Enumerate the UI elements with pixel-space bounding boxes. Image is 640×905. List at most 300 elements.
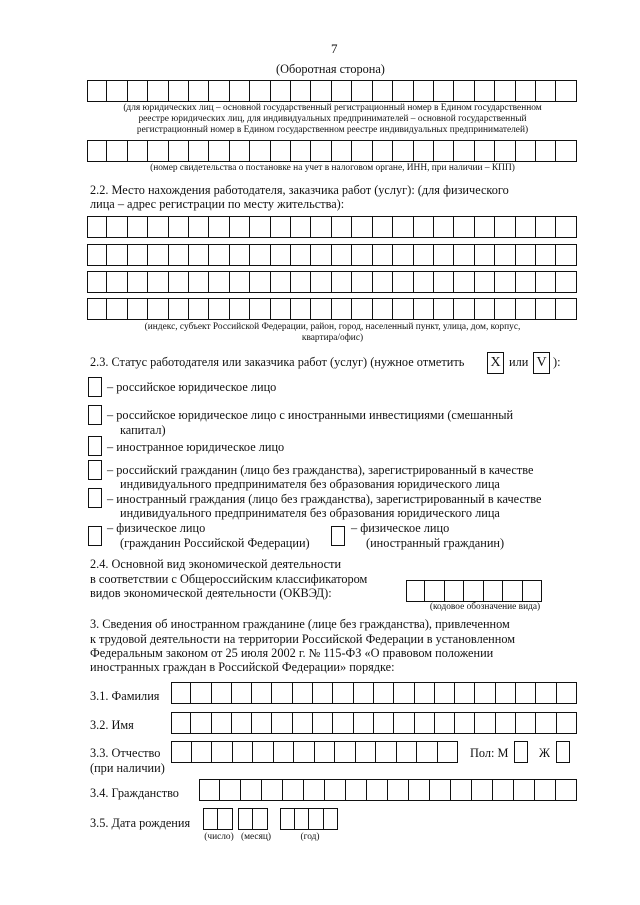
- checkbox-individual-russian[interactable]: [88, 526, 102, 546]
- input-cell[interactable]: [514, 779, 535, 801]
- input-cell[interactable]: [475, 298, 495, 320]
- input-cell[interactable]: [189, 244, 209, 266]
- checkbox-russian-entrepreneur[interactable]: [88, 460, 102, 480]
- input-cell[interactable]: [291, 80, 311, 102]
- input-cell[interactable]: [107, 244, 127, 266]
- input-cell[interactable]: [218, 808, 233, 830]
- input-cell[interactable]: [475, 712, 495, 734]
- input-cell[interactable]: [352, 140, 372, 162]
- input-cell[interactable]: [393, 244, 413, 266]
- input-cell[interactable]: [438, 741, 459, 763]
- input-cell[interactable]: [484, 580, 503, 602]
- input-cell[interactable]: [536, 682, 556, 704]
- section-2-2-line-1: 2.2. Место нахождения работодателя, заказчика работ (услуг): (для физического: [90, 183, 509, 197]
- input-cell[interactable]: [388, 779, 409, 801]
- input-cell[interactable]: [311, 271, 331, 293]
- input-cell[interactable]: [128, 140, 148, 162]
- input-cell[interactable]: [189, 140, 209, 162]
- address-cells-row-2[interactable]: [87, 244, 577, 266]
- input-cell[interactable]: [557, 712, 577, 734]
- inn-cells[interactable]: [87, 140, 577, 162]
- input-cell[interactable]: [295, 808, 310, 830]
- section-2-2-line-2: лица – адрес регистрации по месту жительства):: [90, 197, 345, 211]
- input-cell[interactable]: [414, 244, 434, 266]
- input-cell[interactable]: [128, 298, 148, 320]
- input-cell[interactable]: [189, 271, 209, 293]
- input-cell[interactable]: [271, 271, 291, 293]
- input-cell[interactable]: [556, 216, 576, 238]
- section-3-line-3: Федеральным законом от 25 июля 2002 г. № 115-ФЗ «О правовом положении: [90, 646, 494, 660]
- input-cell[interactable]: [451, 779, 472, 801]
- input-cell[interactable]: [274, 741, 295, 763]
- input-cell[interactable]: [556, 140, 576, 162]
- input-cell[interactable]: [238, 808, 253, 830]
- input-cell[interactable]: [230, 140, 250, 162]
- input-cell[interactable]: [434, 140, 454, 162]
- input-cell[interactable]: [209, 244, 229, 266]
- input-cell[interactable]: [445, 580, 464, 602]
- input-cell[interactable]: [291, 271, 311, 293]
- input-cell[interactable]: [373, 244, 393, 266]
- surname-cells[interactable]: [171, 682, 577, 704]
- section-2-4-line-2: в соответствии с Общероссийским классификатором: [90, 572, 368, 586]
- opt-russian-entrepreneur-2: индивидуального предпринимателя без образования юридического лица: [120, 477, 500, 491]
- input-cell[interactable]: [434, 271, 454, 293]
- birth-month-note: (месяц): [240, 832, 272, 842]
- birth-year-cells[interactable]: [280, 808, 338, 830]
- input-cell[interactable]: [271, 140, 291, 162]
- checkbox-individual-foreign[interactable]: [331, 526, 345, 546]
- input-cell[interactable]: [230, 298, 250, 320]
- input-cell[interactable]: [495, 216, 515, 238]
- input-cell[interactable]: [169, 80, 189, 102]
- opt-russian-entrepreneur-1: – российский гражданин (лицо без гражданства), зарегистрированный в качестве: [107, 463, 534, 477]
- input-cell[interactable]: [472, 779, 493, 801]
- input-cell[interactable]: [536, 298, 556, 320]
- input-cell[interactable]: [304, 779, 325, 801]
- opt-individual-russian-2: (гражданин Российской Федерации): [120, 536, 310, 550]
- citizenship-label: 3.4. Гражданство: [90, 786, 179, 800]
- okved-note: (кодовое обозначение вида): [429, 602, 541, 612]
- opt-russian-legal-entity: – российское юридическое лицо: [107, 380, 277, 394]
- input-cell[interactable]: [332, 271, 352, 293]
- input-cell[interactable]: [291, 216, 311, 238]
- input-cell[interactable]: [209, 80, 229, 102]
- input-cell[interactable]: [414, 216, 434, 238]
- input-cell[interactable]: [271, 216, 291, 238]
- input-cell[interactable]: [516, 216, 536, 238]
- input-cell[interactable]: [352, 80, 372, 102]
- input-cell[interactable]: [425, 580, 444, 602]
- input-cell[interactable]: [128, 271, 148, 293]
- input-cell[interactable]: [435, 682, 455, 704]
- input-cell[interactable]: [356, 741, 377, 763]
- input-cell[interactable]: [294, 741, 315, 763]
- address-cells-row-4[interactable]: [87, 298, 577, 320]
- input-cell[interactable]: [406, 580, 425, 602]
- input-cell[interactable]: [430, 779, 451, 801]
- input-cell[interactable]: [87, 140, 107, 162]
- ogrn-note-1: (для юридических лиц – основной государственный регистрационный номер в Едином государственном: [123, 103, 542, 113]
- input-cell[interactable]: [332, 298, 352, 320]
- section-3-line-4: иностранных граждан в Российской Федерации» порядке:: [90, 660, 395, 674]
- input-cell[interactable]: [409, 779, 430, 801]
- input-cell[interactable]: [475, 682, 495, 704]
- input-cell[interactable]: [253, 741, 274, 763]
- input-cell[interactable]: [148, 298, 168, 320]
- input-cell[interactable]: [352, 298, 372, 320]
- input-cell[interactable]: [556, 298, 576, 320]
- input-cell[interactable]: [352, 244, 372, 266]
- input-cell[interactable]: [212, 741, 233, 763]
- input-cell[interactable]: [309, 808, 324, 830]
- input-cell[interactable]: [191, 712, 211, 734]
- input-cell[interactable]: [233, 741, 254, 763]
- birthdate-label: 3.5. Дата рождения: [90, 816, 191, 830]
- input-cell[interactable]: [250, 271, 270, 293]
- input-cell[interactable]: [354, 682, 374, 704]
- input-cell[interactable]: [199, 779, 220, 801]
- page-side-label: (Оборотная сторона): [276, 62, 385, 76]
- input-cell[interactable]: [293, 712, 313, 734]
- input-cell[interactable]: [271, 298, 291, 320]
- input-cell[interactable]: [493, 779, 514, 801]
- input-cell[interactable]: [209, 216, 229, 238]
- input-cell[interactable]: [148, 244, 168, 266]
- input-cell[interactable]: [293, 682, 313, 704]
- sex-female-box[interactable]: [556, 741, 570, 763]
- opt-foreign-entrepreneur-2: индивидуального предпринимателя без образования юридического лица: [120, 506, 500, 520]
- input-cell[interactable]: [417, 741, 438, 763]
- input-cell[interactable]: [128, 244, 148, 266]
- input-cell[interactable]: [169, 216, 189, 238]
- input-cell[interactable]: [250, 140, 270, 162]
- input-cell[interactable]: [393, 271, 413, 293]
- input-cell[interactable]: [250, 244, 270, 266]
- input-cell[interactable]: [332, 244, 352, 266]
- input-cell[interactable]: [414, 80, 434, 102]
- okved-cells[interactable]: [406, 580, 542, 602]
- ogrn-cells[interactable]: [87, 80, 577, 102]
- section-3-line-1: 3. Сведения об иностранном гражданине (лице без гражданства), привлеченном: [90, 617, 510, 631]
- input-cell[interactable]: [189, 80, 209, 102]
- input-cell[interactable]: [352, 271, 372, 293]
- input-cell[interactable]: [556, 80, 576, 102]
- input-cell[interactable]: [171, 712, 191, 734]
- address-cells-row-3[interactable]: [87, 271, 577, 293]
- input-cell[interactable]: [313, 712, 333, 734]
- input-cell[interactable]: [87, 80, 107, 102]
- input-cell[interactable]: [311, 244, 331, 266]
- input-cell[interactable]: [535, 779, 556, 801]
- input-cell[interactable]: [397, 741, 418, 763]
- name-label: 3.2. Имя: [90, 718, 134, 732]
- input-cell[interactable]: [536, 80, 556, 102]
- input-cell[interactable]: [324, 808, 339, 830]
- input-cell[interactable]: [475, 271, 495, 293]
- input-cell[interactable]: [209, 140, 229, 162]
- input-cell[interactable]: [414, 271, 434, 293]
- input-cell[interactable]: [346, 779, 367, 801]
- sex-male-box[interactable]: [514, 741, 528, 763]
- inn-note: (номер свидетельства о постановке на учет в налоговом органе, ИНН, при наличии – КПП): [150, 163, 515, 173]
- input-cell[interactable]: [148, 80, 168, 102]
- input-cell[interactable]: [393, 140, 413, 162]
- input-cell[interactable]: [373, 216, 393, 238]
- mark-x-sample: X: [487, 352, 504, 374]
- input-cell[interactable]: [271, 80, 291, 102]
- input-cell[interactable]: [367, 779, 388, 801]
- input-cell[interactable]: [230, 271, 250, 293]
- input-cell[interactable]: [291, 244, 311, 266]
- input-cell[interactable]: [333, 682, 353, 704]
- input-cell[interactable]: [556, 271, 576, 293]
- section-2-4-line-3: видов экономической деятельности (ОКВЭД):: [90, 586, 332, 600]
- input-cell[interactable]: [250, 216, 270, 238]
- input-cell[interactable]: [496, 682, 516, 704]
- input-cell[interactable]: [536, 244, 556, 266]
- input-cell[interactable]: [107, 271, 127, 293]
- name-cells[interactable]: [171, 712, 577, 734]
- input-cell[interactable]: [455, 712, 475, 734]
- input-cell[interactable]: [220, 779, 241, 801]
- opt-foreign-legal-entity: – иностранное юридическое лицо: [107, 440, 285, 454]
- input-cell[interactable]: [394, 682, 414, 704]
- input-cell[interactable]: [352, 216, 372, 238]
- checkbox-foreign-legal-entity[interactable]: [88, 436, 102, 456]
- input-cell[interactable]: [313, 682, 333, 704]
- input-cell[interactable]: [393, 216, 413, 238]
- input-cell[interactable]: [455, 682, 475, 704]
- input-cell[interactable]: [475, 216, 495, 238]
- input-cell[interactable]: [516, 682, 536, 704]
- input-cell[interactable]: [209, 298, 229, 320]
- input-cell[interactable]: [434, 80, 454, 102]
- input-cell[interactable]: [212, 682, 232, 704]
- input-cell[interactable]: [516, 298, 536, 320]
- opt-mixed-capital-2: капитал): [120, 423, 166, 437]
- surname-label: 3.1. Фамилия: [90, 689, 160, 703]
- opt-individual-russian-1: – физическое лицо: [107, 521, 206, 535]
- input-cell[interactable]: [189, 298, 209, 320]
- input-cell[interactable]: [393, 80, 413, 102]
- input-cell[interactable]: [393, 298, 413, 320]
- opt-individual-foreign-2: (иностранный гражданин): [366, 536, 505, 550]
- input-cell[interactable]: [373, 271, 393, 293]
- input-cell[interactable]: [414, 298, 434, 320]
- page-number: 7: [331, 41, 338, 56]
- input-cell[interactable]: [241, 779, 262, 801]
- birth-year-note: (год): [300, 832, 320, 842]
- input-cell[interactable]: [454, 271, 474, 293]
- input-cell[interactable]: [516, 271, 536, 293]
- input-cell[interactable]: [171, 682, 191, 704]
- input-cell[interactable]: [212, 712, 232, 734]
- input-cell[interactable]: [272, 712, 292, 734]
- input-cell[interactable]: [495, 140, 515, 162]
- input-cell[interactable]: [230, 80, 250, 102]
- sex-male-label: Пол: М: [470, 746, 509, 760]
- input-cell[interactable]: [209, 271, 229, 293]
- input-cell[interactable]: [454, 140, 474, 162]
- opt-foreign-entrepreneur-1: – иностранный граждания (лицо без гражданства), зарегистрированный в качестве: [107, 492, 542, 506]
- input-cell[interactable]: [475, 244, 495, 266]
- input-cell[interactable]: [189, 216, 209, 238]
- checkbox-mixed-capital[interactable]: [88, 405, 102, 425]
- input-cell[interactable]: [107, 140, 127, 162]
- input-cell[interactable]: [272, 682, 292, 704]
- input-cell[interactable]: [87, 298, 107, 320]
- input-cell[interactable]: [311, 298, 331, 320]
- input-cell[interactable]: [434, 216, 454, 238]
- input-cell[interactable]: [253, 808, 268, 830]
- input-cell[interactable]: [495, 244, 515, 266]
- input-cell[interactable]: [107, 298, 127, 320]
- mark-v-sample: V: [533, 352, 550, 374]
- close-paren: ):: [553, 355, 561, 369]
- input-cell[interactable]: [325, 779, 346, 801]
- input-cell[interactable]: [536, 216, 556, 238]
- address-note-1: (индекс, субъект Российской Федерации, район, город, населенный пункт, улица, дом, корпус,: [144, 322, 521, 332]
- input-cell[interactable]: [283, 779, 304, 801]
- section-2-4-line-1: 2.4. Основной вид экономической деятельности: [90, 557, 342, 571]
- input-cell[interactable]: [475, 140, 495, 162]
- input-cell[interactable]: [523, 580, 542, 602]
- input-cell[interactable]: [454, 216, 474, 238]
- input-cell[interactable]: [169, 140, 189, 162]
- citizenship-cells[interactable]: [199, 779, 577, 801]
- patronymic-label: 3.3. Отчество: [90, 746, 161, 760]
- section-2-3-title: 2.3. Статус работодателя или заказчика работ (услуг) (нужное отметить: [90, 355, 465, 369]
- input-cell[interactable]: [496, 712, 516, 734]
- input-cell[interactable]: [495, 80, 515, 102]
- input-cell[interactable]: [107, 216, 127, 238]
- input-cell[interactable]: [414, 140, 434, 162]
- input-cell[interactable]: [373, 140, 393, 162]
- input-cell[interactable]: [333, 712, 353, 734]
- input-cell[interactable]: [332, 216, 352, 238]
- ogrn-note-2: реестре юридических лиц, для индивидуальных предпринимателей – основной государственный: [138, 114, 527, 124]
- input-cell[interactable]: [415, 712, 435, 734]
- input-cell[interactable]: [291, 298, 311, 320]
- opt-mixed-capital-1: – российское юридическое лицо с иностранными инвестициями (смешанный: [107, 408, 514, 422]
- input-cell[interactable]: [311, 80, 331, 102]
- address-cells-row-1[interactable]: [87, 216, 577, 238]
- checkbox-russian-legal-entity[interactable]: [88, 377, 102, 397]
- input-cell[interactable]: [262, 779, 283, 801]
- input-cell[interactable]: [503, 580, 522, 602]
- input-cell[interactable]: [315, 741, 336, 763]
- input-cell[interactable]: [435, 712, 455, 734]
- input-cell[interactable]: [128, 216, 148, 238]
- input-cell[interactable]: [495, 271, 515, 293]
- input-cell[interactable]: [434, 244, 454, 266]
- input-cell[interactable]: [464, 580, 483, 602]
- input-cell[interactable]: [169, 244, 189, 266]
- sex-female-label: Ж: [539, 746, 551, 760]
- input-cell[interactable]: [250, 80, 270, 102]
- input-cell[interactable]: [374, 682, 394, 704]
- ogrn-note-3: регистрационный номер в Едином государственном реестре индивидуальных предпринимателей): [136, 125, 529, 135]
- patronymic-note: (при наличии): [90, 761, 165, 775]
- input-cell[interactable]: [373, 80, 393, 102]
- input-cell[interactable]: [354, 712, 374, 734]
- or-label: или: [509, 355, 529, 369]
- input-cell[interactable]: [87, 244, 107, 266]
- input-cell[interactable]: [374, 712, 394, 734]
- input-cell[interactable]: [376, 741, 397, 763]
- input-cell[interactable]: [434, 298, 454, 320]
- input-cell[interactable]: [271, 244, 291, 266]
- input-cell[interactable]: [250, 298, 270, 320]
- input-cell[interactable]: [191, 682, 211, 704]
- input-cell[interactable]: [536, 140, 556, 162]
- section-3-line-2: к трудовой деятельности на территории Российской Федерации в установленном: [90, 632, 516, 646]
- address-note-2: квартира/офис): [301, 333, 364, 343]
- input-cell[interactable]: [332, 140, 352, 162]
- input-cell[interactable]: [536, 712, 556, 734]
- input-cell[interactable]: [87, 216, 107, 238]
- input-cell[interactable]: [252, 682, 272, 704]
- input-cell[interactable]: [311, 216, 331, 238]
- input-cell[interactable]: [516, 244, 536, 266]
- input-cell[interactable]: [475, 80, 495, 102]
- input-cell[interactable]: [557, 682, 577, 704]
- input-cell[interactable]: [230, 216, 250, 238]
- input-cell[interactable]: [232, 682, 252, 704]
- input-cell[interactable]: [169, 298, 189, 320]
- patronymic-cells[interactable]: [171, 741, 458, 763]
- input-cell[interactable]: [516, 140, 536, 162]
- input-cell[interactable]: [148, 271, 168, 293]
- input-cell[interactable]: [107, 80, 127, 102]
- input-cell[interactable]: [280, 808, 295, 830]
- input-cell[interactable]: [87, 271, 107, 293]
- input-cell[interactable]: [335, 741, 356, 763]
- input-cell[interactable]: [394, 712, 414, 734]
- input-cell[interactable]: [415, 682, 435, 704]
- birth-day-cells[interactable]: [203, 808, 233, 830]
- input-cell[interactable]: [373, 298, 393, 320]
- birth-month-cells[interactable]: [238, 808, 268, 830]
- input-cell[interactable]: [192, 741, 213, 763]
- input-cell[interactable]: [203, 808, 218, 830]
- input-cell[interactable]: [556, 244, 576, 266]
- input-cell[interactable]: [495, 298, 515, 320]
- input-cell[interactable]: [148, 140, 168, 162]
- input-cell[interactable]: [232, 712, 252, 734]
- input-cell[interactable]: [332, 80, 352, 102]
- input-cell[interactable]: [230, 244, 250, 266]
- input-cell[interactable]: [291, 140, 311, 162]
- input-cell[interactable]: [148, 216, 168, 238]
- input-cell[interactable]: [128, 80, 148, 102]
- input-cell[interactable]: [252, 712, 272, 734]
- input-cell[interactable]: [311, 140, 331, 162]
- input-cell[interactable]: [536, 271, 556, 293]
- input-cell[interactable]: [516, 80, 536, 102]
- input-cell[interactable]: [169, 271, 189, 293]
- input-cell[interactable]: [454, 244, 474, 266]
- input-cell[interactable]: [516, 712, 536, 734]
- input-cell[interactable]: [171, 741, 192, 763]
- input-cell[interactable]: [454, 80, 474, 102]
- birth-day-note: (число): [204, 832, 234, 842]
- opt-individual-foreign-1: – физическое лицо: [351, 521, 450, 535]
- input-cell[interactable]: [556, 779, 577, 801]
- input-cell[interactable]: [454, 298, 474, 320]
- checkbox-foreign-entrepreneur[interactable]: [88, 488, 102, 508]
